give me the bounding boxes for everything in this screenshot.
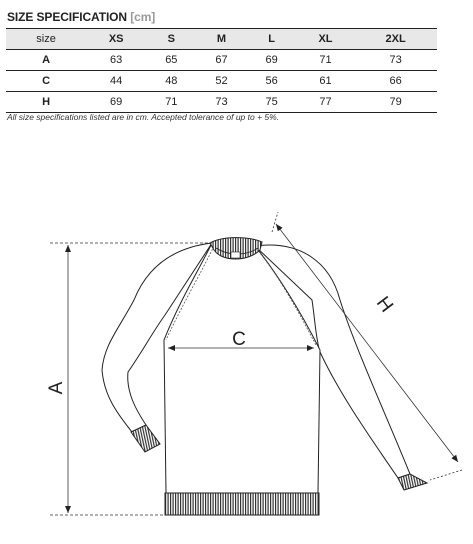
table-cell: 63: [86, 50, 146, 71]
table-cell: 52: [196, 71, 246, 92]
table-row: [6, 71, 437, 92]
page-title: [7, 10, 155, 24]
sweatshirt-diagram: [0, 200, 473, 544]
right-cuff: [398, 474, 427, 490]
table-header-row: [6, 29, 437, 50]
table-cell: 61: [297, 71, 355, 92]
size-table: [6, 28, 437, 113]
column-header-s: S: [146, 29, 196, 50]
column-header-l: L: [247, 29, 297, 50]
waistband: [165, 493, 319, 515]
table-cell: 44: [86, 71, 146, 92]
title-unit: [cm]: [130, 10, 156, 24]
column-header-m: M: [196, 29, 246, 50]
row-label: C: [6, 71, 86, 92]
neck-label: [231, 252, 240, 258]
table-cell: 65: [146, 50, 196, 71]
table-cell: 48: [146, 71, 196, 92]
table-cell: 77: [297, 92, 355, 113]
table-row: [6, 50, 437, 71]
sweatshirt-body: [102, 243, 410, 493]
table-row: [6, 92, 437, 113]
table-cell: 73: [196, 92, 246, 113]
table-cell: 71: [297, 50, 355, 71]
column-header-2xl: 2XL: [354, 29, 437, 50]
table-cell: 75: [247, 92, 297, 113]
column-header-size: size: [6, 29, 86, 50]
table-cell: 69: [247, 50, 297, 71]
label-a: A: [46, 381, 67, 395]
tolerance-note: All size specifications listed are in cm. Accepted tolerance of up to + 5%.: [7, 112, 280, 122]
table-cell: 71: [146, 92, 196, 113]
table-cell: 79: [354, 92, 437, 113]
column-header-xs: XS: [86, 29, 146, 50]
table-cell: 66: [354, 71, 437, 92]
row-label: A: [6, 50, 86, 71]
label-c: C: [232, 329, 246, 350]
table-cell: 67: [196, 50, 246, 71]
title-text: SIZE SPECIFICATION: [7, 10, 127, 24]
label-h: H: [371, 292, 397, 317]
table-cell: 69: [86, 92, 146, 113]
table-cell: 56: [247, 71, 297, 92]
column-header-xl: XL: [297, 29, 355, 50]
row-label: H: [6, 92, 86, 113]
table-cell: 73: [354, 50, 437, 71]
